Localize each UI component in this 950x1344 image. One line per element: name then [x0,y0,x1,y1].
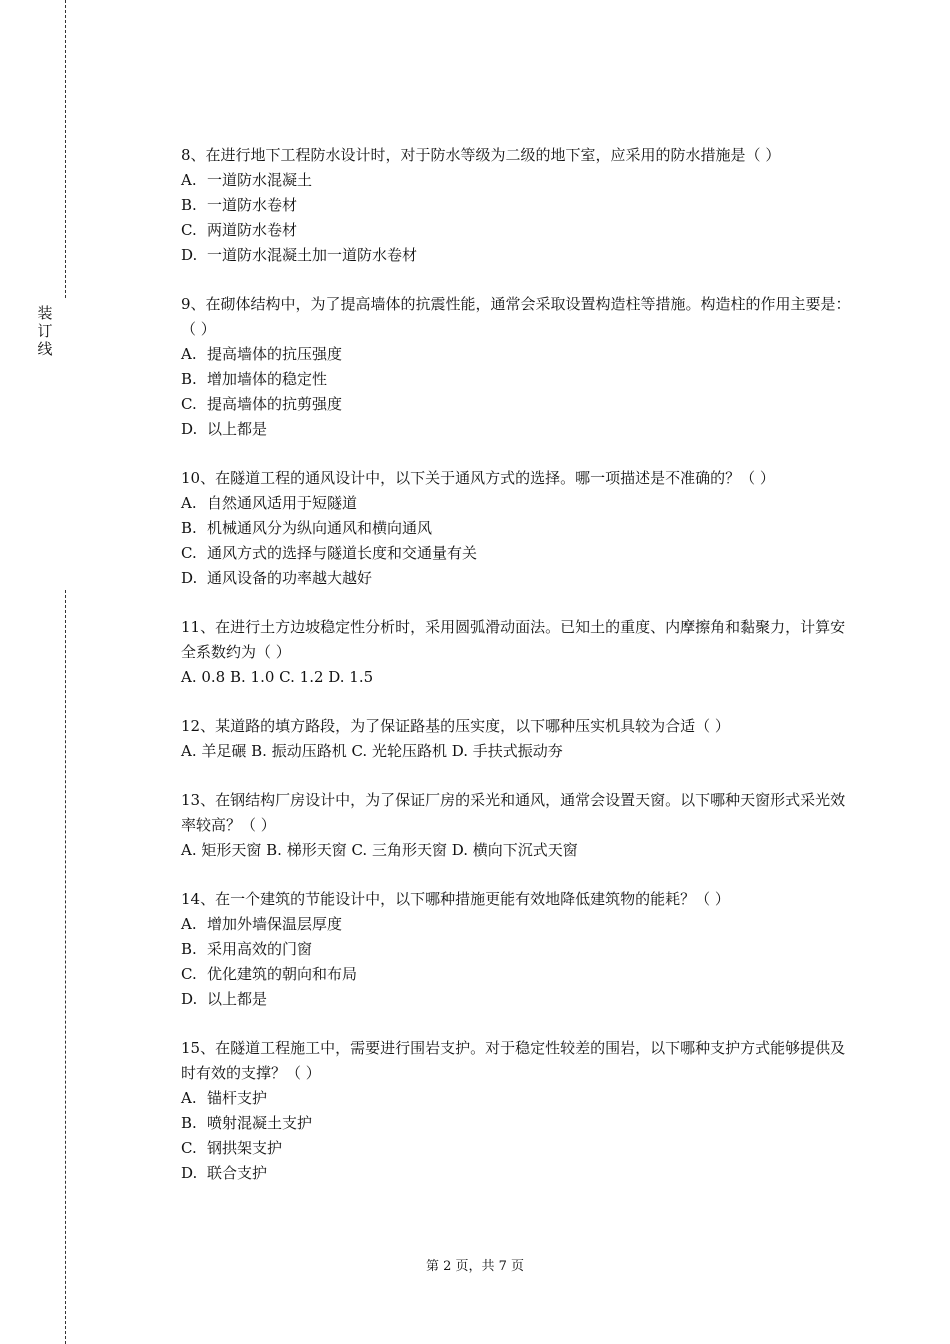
option-letter: A. [181,494,197,512]
question-9 [181,292,851,442]
option-text: 以上都是 [207,990,268,1008]
question-stem: 10、在隧道工程的通风设计中，以下关于通风方式的选择。哪一项描述是不准确的？（ ） [181,469,775,487]
option-letter: D. [181,1164,198,1182]
question-15 [181,1036,851,1186]
inline-options: A. 矩形天窗 B. 梯形天窗 C. 三角形天窗 D. 横向下沉式天窗 [181,841,578,859]
inline-options: A. 0.8 B. 1.0 C. 1.2 D. 1.5 [181,668,374,686]
option-b [181,937,851,962]
question-stem: 9、在砌体结构中，为了提高墙体的抗震性能，通常会采取设置构造柱等措施。构造柱的作用主要是：（ ） [181,295,851,338]
option-a [181,1086,851,1111]
option-c [181,218,851,243]
option-a [181,168,851,193]
option-letter: D. [181,569,198,587]
option-letter: B. [181,940,197,958]
option-letter: A. [181,345,197,363]
option-d [181,243,851,268]
option-letter: C. [181,544,197,562]
question-stem: 15、在隧道工程施工中，需要进行围岩支护。对于稳定性较差的围岩，以下哪种支护方式能够提供及时有效的支撑？（ ） [181,1039,846,1082]
option-c [181,1136,851,1161]
option-c [181,541,851,566]
option-text: 喷射混凝土支护 [207,1114,313,1132]
question-8 [181,143,851,268]
option-text: 通风方式的选择与隧道长度和交通量有关 [207,544,478,562]
question-stem: 11、在进行土方边坡稳定性分析时，采用圆弧滑动面法。已知土的重度、内摩擦角和黏聚力，计算安全系数约为（ ） [181,618,846,661]
option-text: 优化建筑的朝向和布局 [207,965,358,983]
option-letter: B. [181,1114,197,1132]
option-text: 以上都是 [207,420,268,438]
option-text: 提高墙体的抗压强度 [207,345,343,363]
option-letter: D. [181,420,198,438]
option-text: 增加墙体的稳定性 [207,370,328,388]
option-b [181,367,851,392]
option-text: 自然通风适用于短隧道 [207,494,358,512]
option-a [181,342,851,367]
question-10 [181,466,851,591]
option-a [181,491,851,516]
option-letter: B. [181,370,197,388]
binding-label [36,304,54,358]
option-text: 采用高效的门窗 [207,940,313,958]
page-number-footer: 第 2 页，共 7 页 [425,1259,525,1274]
option-text: 两道防水卷材 [207,221,298,239]
option-text: 一道防水混凝土 [207,171,313,189]
option-letter: C. [181,221,197,239]
option-d [181,566,851,591]
question-stem: 14、在一个建筑的节能设计中，以下哪种措施更能有效地降低建筑物的能耗？（ ） [181,890,730,908]
option-d [181,417,851,442]
option-b [181,193,851,218]
binding-char: 订 [37,322,53,340]
option-text: 联合支护 [207,1164,268,1182]
option-letter: C. [181,965,197,983]
binding-line-top [65,0,66,298]
question-stem: 12、某道路的填方路段，为了保证路基的压实度，以下哪种压实机具较为合适（ ） [181,717,730,735]
option-letter: C. [181,1139,197,1157]
option-text: 一道防水卷材 [207,196,298,214]
question-13 [181,788,851,863]
option-letter: B. [181,196,197,214]
option-text: 一道防水混凝土加一道防水卷材 [207,246,418,264]
option-text: 钢拱架支护 [207,1139,283,1157]
option-c [181,962,851,987]
option-letter: A. [181,171,197,189]
option-c [181,392,851,417]
binding-char: 装 [37,304,53,322]
binding-char: 线 [37,340,53,358]
option-d [181,987,851,1012]
question-list [181,143,851,1210]
binding-line-bottom [65,590,66,1344]
option-letter: A. [181,915,197,933]
question-stem: 8、在进行地下工程防水设计时，对于防水等级为二级的地下室，应采用的防水措施是（ ） [181,146,781,164]
option-d [181,1161,851,1186]
option-text: 锚杆支护 [207,1089,268,1107]
option-letter: C. [181,395,197,413]
option-letter: D. [181,246,198,264]
option-text: 提高墙体的抗剪强度 [207,395,343,413]
option-letter: B. [181,519,197,537]
option-b [181,1111,851,1136]
option-b [181,516,851,541]
question-stem: 13、在钢结构厂房设计中，为了保证厂房的采光和通风，通常会设置天窗。以下哪种天窗形式采光效率较高？（ ） [181,791,846,834]
option-letter: D. [181,990,198,1008]
option-text: 增加外墙保温层厚度 [207,915,343,933]
question-14 [181,887,851,1012]
option-letter: A. [181,1089,197,1107]
question-11 [181,615,851,690]
option-text: 机械通风分为纵向通风和横向通风 [207,519,433,537]
inline-options: A. 羊足碾 B. 振动压路机 C. 光轮压路机 D. 手扶式振动夯 [181,742,563,760]
option-a [181,912,851,937]
question-12 [181,714,851,764]
option-text: 通风设备的功率越大越好 [207,569,373,587]
